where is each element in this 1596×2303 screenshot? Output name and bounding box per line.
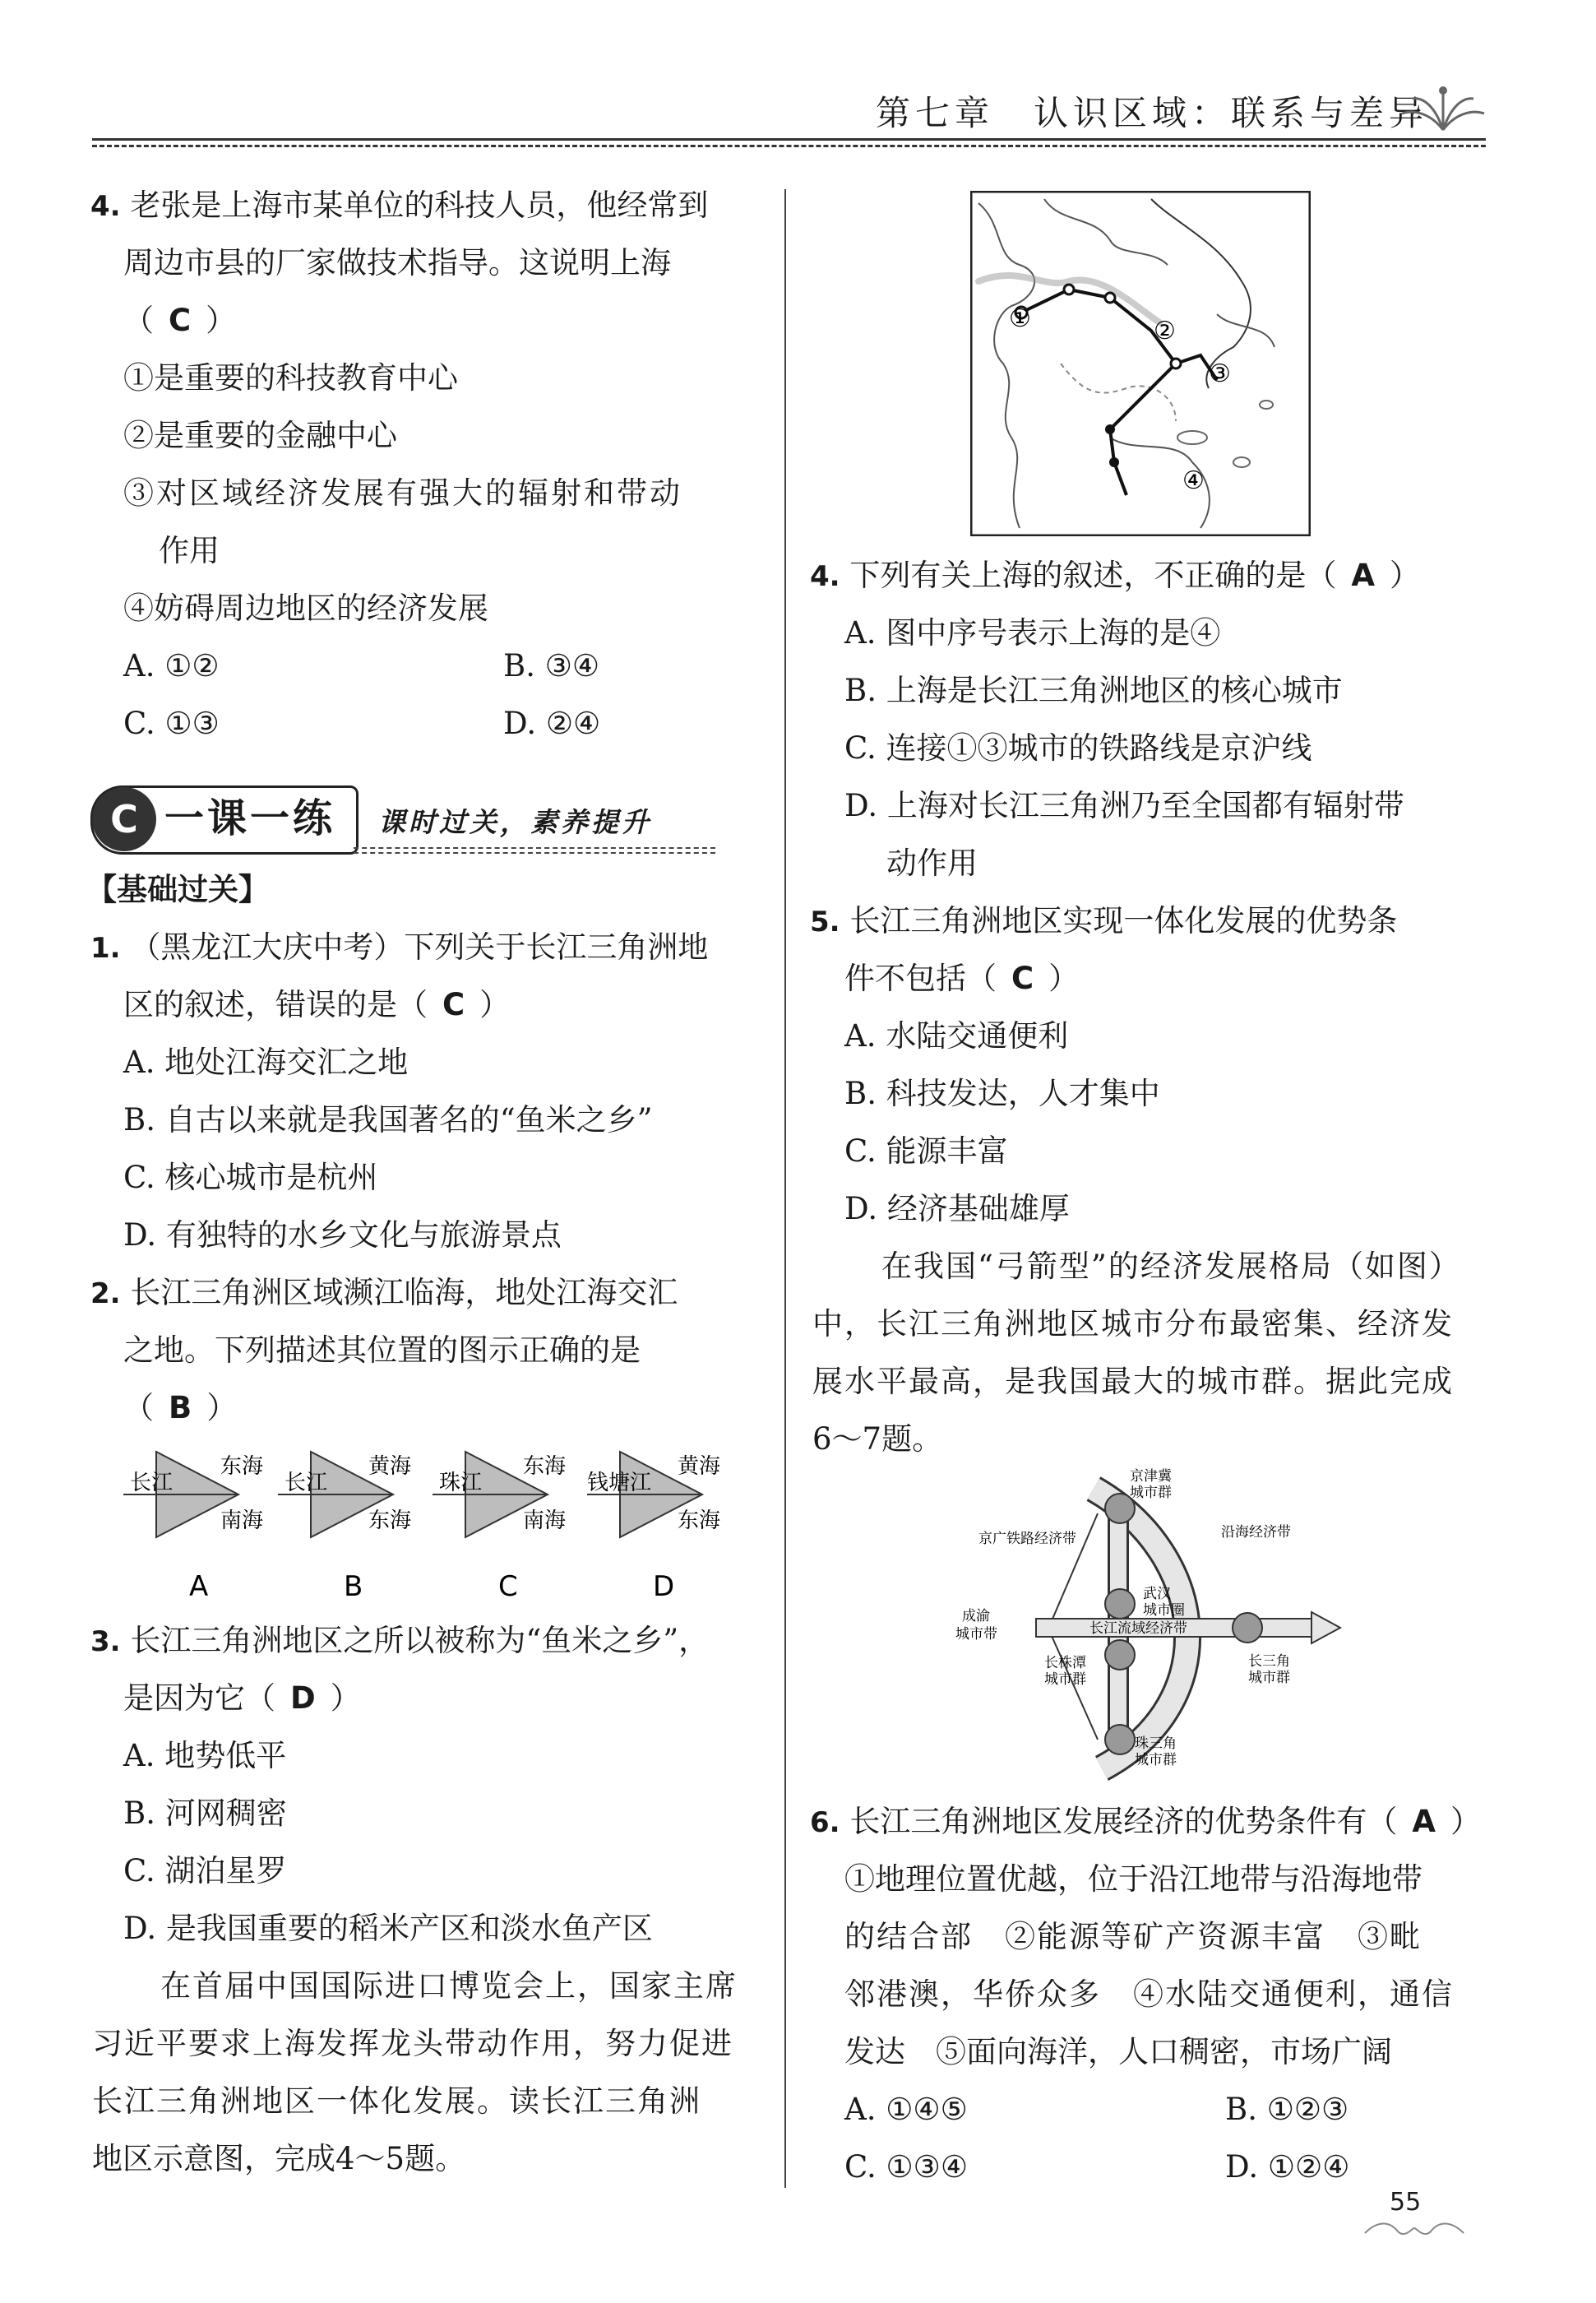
q6-line-1: ①地理位置优越，位于沿江地带与沿海地带: [844, 1861, 1423, 1897]
q4-left-item-2: ②是重要的金融中心: [123, 418, 397, 453]
banner-subtitle: 课时过关，素养提升: [378, 806, 652, 838]
bow-label-czt-1: 长株潭: [1044, 1655, 1086, 1671]
right-passage-line-1: 在我国“弓箭型”的经济发展格局（如图）: [881, 1249, 1461, 1284]
bow-label-zsj-1: 珠三角: [1135, 1735, 1177, 1752]
q2-b-bottom: 东海: [368, 1508, 412, 1533]
q2-answer: （ B ）: [123, 1390, 238, 1425]
q6-line-2: 的结合部 ②能源等矿产资源丰富 ③毗: [844, 1919, 1422, 1954]
q4-left-option-c: C. ①③: [123, 706, 220, 741]
q2-b-top: 黄海: [368, 1454, 412, 1479]
q2-a-letter: A: [189, 1570, 209, 1603]
right-passage-line-3: 展水平最高，是我国最大的城市群。据此完成: [812, 1364, 1454, 1399]
left-passage-line-3: 长江三角洲地区一体化发展。读长江三角洲: [92, 2083, 701, 2119]
q4-right-option-c: C. 连接①③城市的铁路线是京沪线: [844, 730, 1312, 766]
q2-diagram-c: [433, 1452, 566, 1603]
q5-option-b: B. 科技发达，人才集中: [844, 1076, 1160, 1111]
q3-stem2: 是因为它（ D ）: [123, 1680, 361, 1716]
q6-option-c: C. ①③④: [844, 2149, 969, 2185]
q5-option-a: A. 水陆交通便利: [844, 1018, 1069, 1054]
q4-left-option-a: A. ①②: [123, 648, 220, 683]
q1-option-d: D. 有独特的水乡文化与旅游景点: [123, 1217, 562, 1253]
q2-d-river: 钱塘江: [587, 1471, 652, 1495]
bow-label-zsj-2: 城市群: [1135, 1752, 1177, 1768]
q2-d-bottom: 东海: [678, 1508, 721, 1533]
left-passage-line-1: 在首届中国国际进口博览会上，国家主席: [160, 1968, 738, 2004]
bow-label-yh: 沿海经济带: [1221, 1524, 1291, 1541]
column-divider: [784, 189, 786, 2188]
q2-b-letter: B: [344, 1570, 363, 1603]
yangtze-delta-map: [970, 191, 1311, 536]
bow-label-cy-1: 成渝: [962, 1608, 990, 1624]
bow-label-jjj-2: 城市群: [1130, 1485, 1172, 1501]
q4-right-option-b: B. 上海是长江三角洲地区的核心城市: [844, 673, 1343, 708]
q2-a-top: 东海: [220, 1454, 264, 1479]
q4-left-item-4: ④妨碍周边地区的经济发展: [123, 591, 488, 626]
banner-underline-2: [354, 852, 715, 854]
q3-option-d: D. 是我国重要的稻米产区和淡水鱼产区: [123, 1911, 653, 1946]
q6-option-a: A. ①④⑤: [844, 2092, 968, 2127]
right-passage-line-2: 中，长江三角洲地区城市分布最密集、经济发: [812, 1306, 1454, 1341]
question-2: 2. 长江三角洲区域濒江临海，地处江海交汇: [90, 1275, 678, 1310]
q4-left-stem2: 周边市县的厂家做技术指导。这说明上海: [123, 245, 671, 280]
q4-left-item-3-cont: 作用: [159, 533, 220, 568]
question-4-right: 4. 下列有关上海的叙述，不正确的是（ A ）: [810, 558, 1420, 593]
banner-underline: [354, 847, 715, 849]
chapter-title: 第七章 认识区域：联系与差异: [876, 93, 1429, 133]
question-4-left: 4. 老张是上海市某单位的科技人员，他经常到: [90, 188, 709, 223]
q2-stem2: 之地。下列描述其位置的图示正确的是: [123, 1332, 641, 1368]
q4-right-option-d-cont: 动作用: [886, 846, 978, 881]
section-heading: 【基础过关】: [86, 872, 269, 907]
right-passage-line-4: 6～7题。: [812, 1421, 943, 1457]
bow-label-wh-1: 武汉: [1143, 1586, 1171, 1602]
bow-label-jg: 京广铁路经济带: [978, 1531, 1076, 1547]
q1-option-a: A. 地处江海交汇之地: [123, 1045, 409, 1080]
q3-option-a: A. 地势低平: [123, 1738, 287, 1773]
q2-a-bottom: 南海: [220, 1508, 264, 1533]
bow-arrow-diagram: [937, 1464, 1349, 1785]
q2-d-top: 黄海: [678, 1454, 721, 1479]
q2-diagram-b: [278, 1452, 411, 1603]
banner-title: 一课一练: [164, 795, 336, 841]
q1-option-b: B. 自古以来就是我国著名的“鱼米之乡”: [123, 1102, 653, 1138]
q2-c-river: 珠江: [439, 1471, 483, 1495]
left-passage-line-2: 习近平要求上海发挥龙头带动作用，努力促进: [92, 2026, 733, 2061]
header-ornament: [1398, 81, 1488, 138]
q6-option-d: D. ①②④: [1225, 2149, 1350, 2185]
bow-label-czt-2: 城市群: [1044, 1671, 1086, 1688]
q6-line-3: 邻港澳，华侨众多 ④水陆交通便利，通信: [844, 1976, 1454, 2012]
question-6: 6. 长江三角洲地区发展经济的优势条件有（ A ）: [810, 1804, 1481, 1839]
q2-c-bottom: 南海: [523, 1508, 567, 1533]
left-passage-line-4: 地区示意图，完成4～5题。: [92, 2141, 466, 2176]
q5-option-d: D. 经济基础雄厚: [844, 1191, 1070, 1226]
bow-label-wh-2: 城市圈: [1143, 1602, 1185, 1619]
q2-c-top: 东海: [523, 1454, 567, 1479]
q4-left-option-d: D. ②④: [503, 706, 601, 741]
map-label-2: ②: [1154, 317, 1176, 345]
bow-label-cy-2: 城市带: [955, 1626, 997, 1643]
q2-c-letter: C: [498, 1570, 518, 1603]
q2-a-river: 长江: [130, 1471, 173, 1495]
map-label-4: ④: [1182, 466, 1205, 495]
q2-diagram-a: [123, 1452, 263, 1603]
map-label-1: ①: [1009, 304, 1031, 333]
q2-diagrams: [123, 1443, 748, 1616]
footer-ornament: [1357, 2217, 1472, 2241]
bow-label-csj-2: 城市群: [1248, 1670, 1290, 1686]
q4-left-option-b: B. ③④: [503, 648, 600, 683]
question-3: 3. 长江三角洲地区之所以被称为“鱼米之乡”，: [90, 1623, 710, 1658]
q2-b-river: 长江: [285, 1471, 328, 1495]
q3-option-b: B. 河网稠密: [123, 1796, 287, 1831]
question-5: 5. 长江三角洲地区实现一体化发展的优势条: [810, 903, 1398, 938]
page-number: 55: [1390, 2188, 1422, 2217]
bow-label-csj-1: 长三角: [1248, 1653, 1290, 1670]
question-1: 1. （黑龙江大庆中考）下列关于长江三角洲地: [90, 929, 709, 965]
q5-option-c: C. 能源丰富: [844, 1133, 1008, 1169]
q2-d-letter: D: [653, 1570, 675, 1603]
banner-letter-badge: C: [92, 787, 156, 851]
q5-stem2: 件不包括（ C ）: [844, 961, 1080, 996]
q1-option-c: C. 核心城市是杭州: [123, 1160, 378, 1195]
q6-line-4: 发达 ⑤面向海洋，人口稠密，市场广阔: [844, 2034, 1392, 2069]
header-rule: [92, 138, 1486, 141]
q4-right-option-a: A. 图中序号表示上海的是④: [844, 615, 1221, 651]
q3-option-c: C. 湖泊星罗: [123, 1853, 287, 1888]
q4-left-answer: （ C ）: [123, 303, 237, 338]
header-rule-dashed: [92, 145, 1486, 147]
q6-option-b: B. ①②③: [1225, 2092, 1349, 2127]
q2-diagram-d: [587, 1452, 720, 1603]
q4-left-item-3: ③对区域经济发展有强大的辐射和带动: [123, 475, 682, 511]
bow-label-cj: 长江流域经济带: [1089, 1620, 1187, 1637]
q4-left-item-1: ①是重要的科技教育中心: [123, 360, 458, 396]
map-label-3: ③: [1209, 359, 1231, 388]
bow-label-jjj-1: 京津冀: [1130, 1468, 1172, 1485]
q1-stem2: 区的叙述，错误的是（ C ）: [123, 987, 511, 1022]
q4-right-option-d: D. 上海对长江三角洲乃至全国都有辐射带: [844, 788, 1404, 823]
